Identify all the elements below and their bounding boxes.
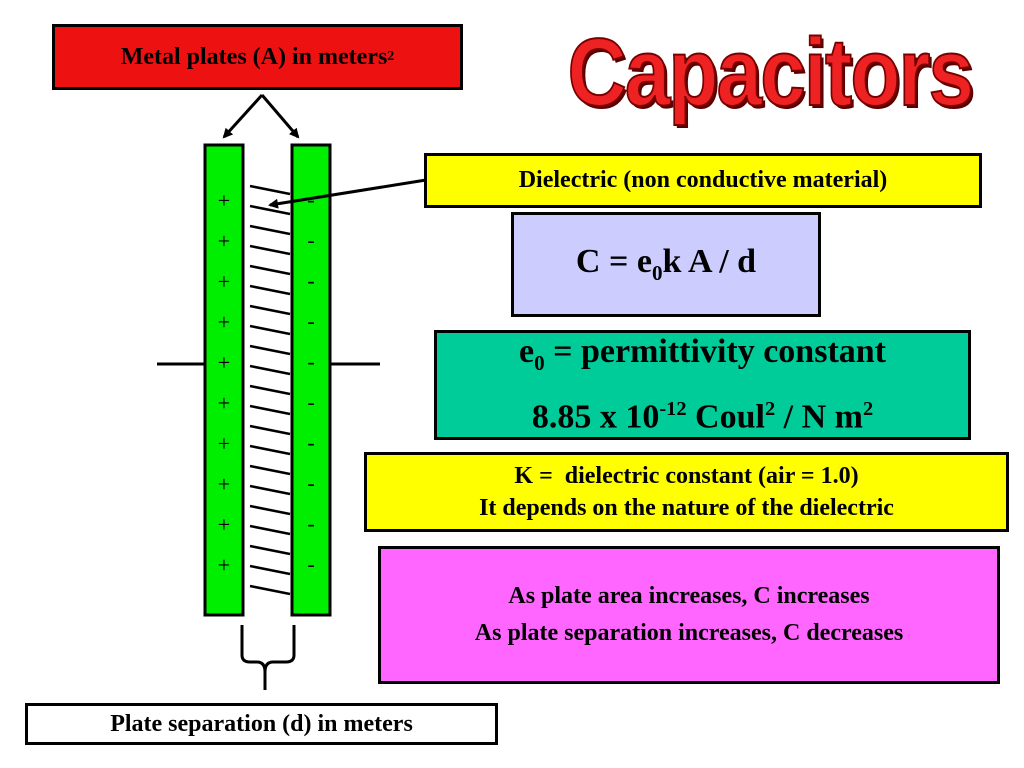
dielectric-hatch-line bbox=[250, 406, 290, 414]
formula-right: k A / d bbox=[662, 243, 757, 281]
separation-brace bbox=[242, 625, 294, 690]
negative-charge: - bbox=[307, 389, 315, 415]
positive-charge: + bbox=[217, 350, 231, 375]
dielectric-constant-line2: It depends on the nature of the dielectric bbox=[479, 495, 894, 521]
capacitance-formula bbox=[511, 212, 821, 317]
positive-plate bbox=[205, 145, 243, 615]
permittivity-subscript: 0 bbox=[534, 351, 545, 376]
dielectric-hatch-line bbox=[250, 586, 290, 594]
positive-charge: + bbox=[217, 188, 231, 213]
permittivity-symbol: e bbox=[518, 333, 535, 371]
dielectric-hatch-line bbox=[250, 306, 290, 314]
negative-charge: - bbox=[307, 551, 315, 577]
positive-charge: + bbox=[217, 552, 231, 578]
positive-charge: + bbox=[217, 512, 231, 537]
dielectric-hatch-line bbox=[250, 386, 290, 394]
formula-left: C = e bbox=[575, 243, 652, 281]
formula-subscript: 0 bbox=[651, 260, 663, 285]
positive-charge: + bbox=[217, 269, 231, 294]
negative-charge: - bbox=[307, 511, 315, 536]
dielectric-constant-line1: K = dielectric constant (air = 1.0) bbox=[514, 463, 859, 489]
dielectric-hatch-line bbox=[250, 466, 290, 474]
permittivity-unit-coul: Coul bbox=[686, 398, 765, 436]
negative-charge: - bbox=[307, 349, 315, 374]
meter-exponent: 2 bbox=[862, 398, 874, 421]
negative-charge: - bbox=[307, 308, 315, 334]
positive-charge: + bbox=[217, 228, 231, 254]
dielectric-hatch-line bbox=[250, 526, 290, 534]
dielectric-hatch-line bbox=[250, 546, 290, 554]
slide-title: Capacitors bbox=[567, 19, 973, 126]
dielectric-hatch-line bbox=[250, 426, 290, 434]
dielectric-constant-box bbox=[364, 452, 1009, 532]
trend-area: As plate area increases, C increases bbox=[508, 583, 870, 609]
permittivity-exponent: -12 bbox=[659, 398, 687, 421]
permittivity-box bbox=[434, 330, 971, 440]
dielectric-hatch-line bbox=[250, 566, 290, 574]
dielectric-hatch-line bbox=[250, 366, 290, 374]
trends-box bbox=[378, 546, 1000, 684]
dielectric-hatch-line bbox=[250, 246, 290, 254]
permittivity-line1 bbox=[437, 329, 968, 386]
permittivity-value: 8.85 x 10 bbox=[531, 398, 660, 436]
dielectric-hatch-line bbox=[250, 206, 290, 214]
arrow-to-negative-plate bbox=[262, 95, 298, 137]
dielectric-hatch-line bbox=[250, 226, 290, 234]
negative-charge: - bbox=[307, 268, 315, 293]
dielectric-hatch-line bbox=[250, 486, 290, 494]
negative-charge: - bbox=[307, 430, 315, 455]
positive-charge: + bbox=[217, 471, 231, 497]
coul-exponent: 2 bbox=[764, 398, 776, 421]
dielectric-hatch-line bbox=[250, 286, 290, 294]
dielectric-hatch-line bbox=[250, 506, 290, 514]
positive-charge: + bbox=[217, 390, 231, 416]
arrow-to-positive-plate bbox=[224, 95, 262, 137]
permittivity-line2 bbox=[437, 386, 968, 440]
trend-separation: As plate separation increases, C decreases bbox=[474, 620, 904, 646]
dielectric-hatch-line bbox=[250, 326, 290, 334]
metal-plates-exponent: 2 bbox=[387, 49, 395, 64]
dielectric-hatching bbox=[250, 186, 290, 594]
positive-charge: + bbox=[217, 309, 231, 335]
dielectric-hatch-line bbox=[250, 186, 290, 194]
dielectric-hatch-line bbox=[250, 446, 290, 454]
positive-charge: + bbox=[217, 431, 231, 456]
negative-plate bbox=[292, 145, 330, 615]
dielectric-hatch-line bbox=[250, 266, 290, 274]
negative-charge: - bbox=[307, 470, 315, 496]
plate-separation-label: Plate separation (d) in meters bbox=[25, 703, 498, 745]
dielectric-label: Dielectric (non conductive material) bbox=[424, 153, 982, 208]
dielectric-hatch-line bbox=[250, 346, 290, 354]
negative-charge: - bbox=[307, 227, 315, 253]
permittivity-unit-nm: / N m bbox=[775, 398, 863, 436]
metal-plates-text: Metal plates (A) in meters bbox=[120, 43, 388, 70]
permittivity-text: = permittivity constant bbox=[544, 333, 887, 371]
